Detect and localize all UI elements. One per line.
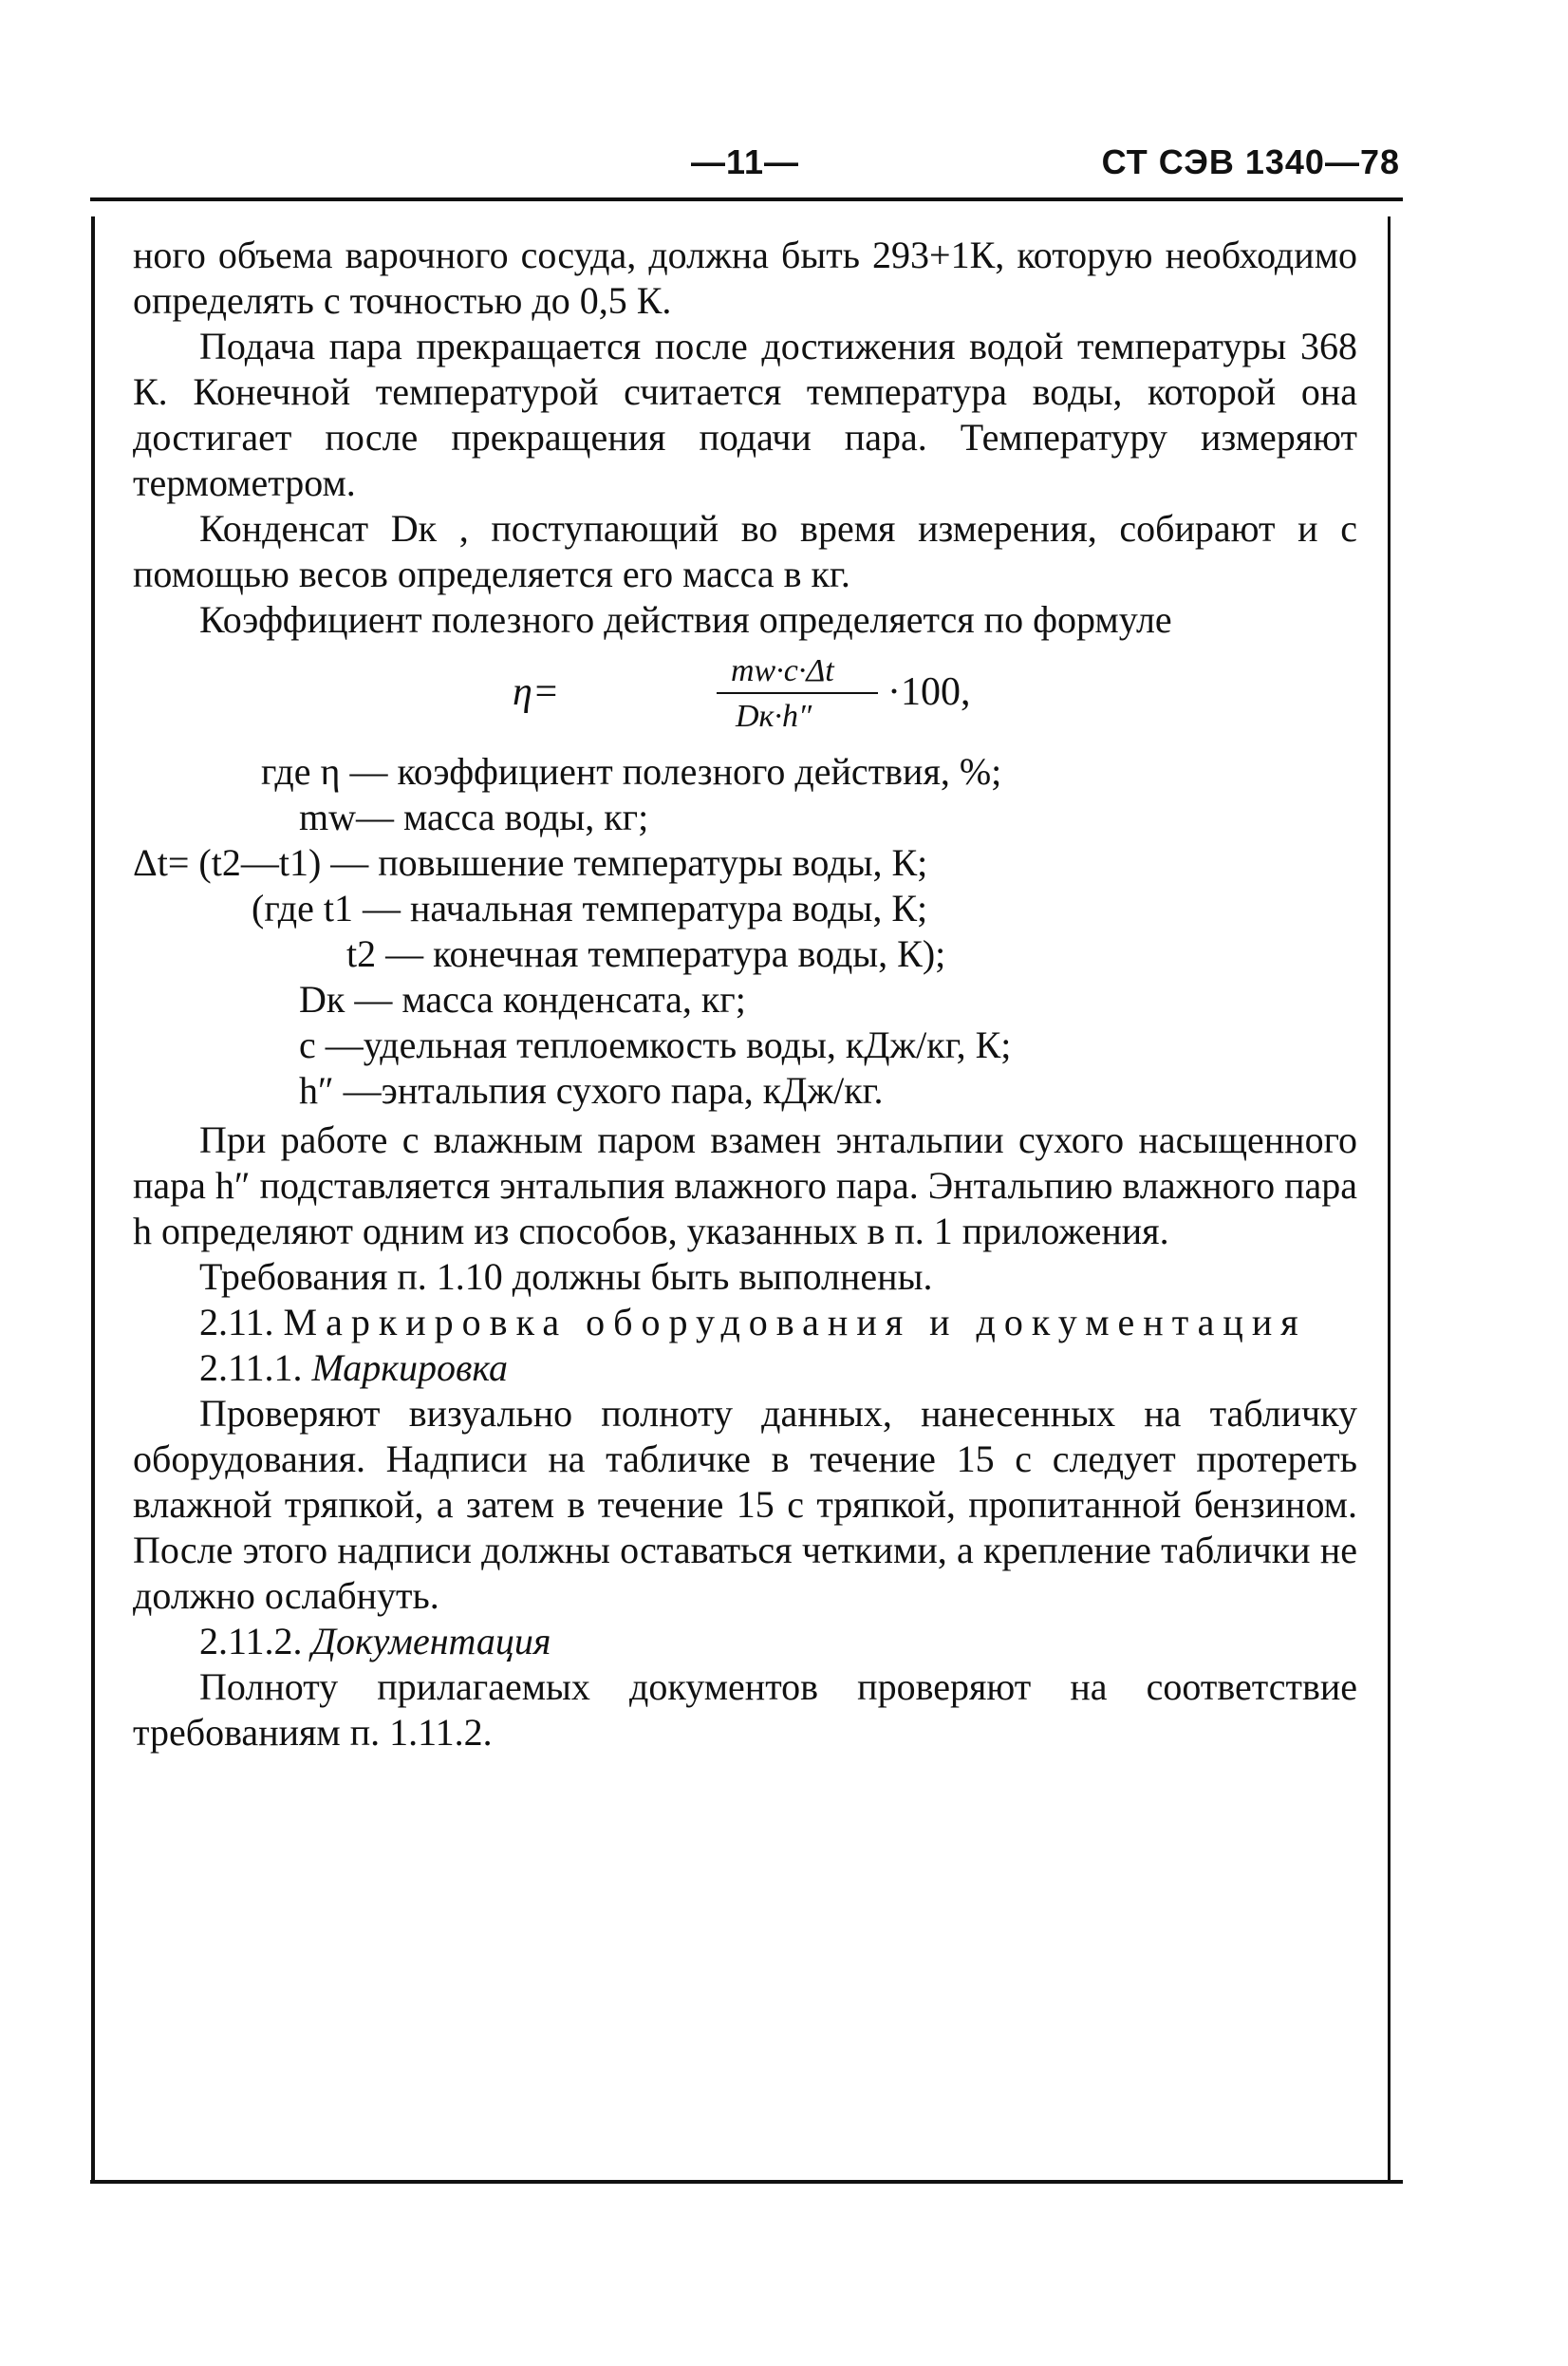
definition-c: c —удельная теплоемкость воды, кДж/кг, К; bbox=[299, 1023, 1012, 1066]
section-2-11-1-heading bbox=[133, 1345, 1357, 1391]
section-2-11-heading bbox=[133, 1300, 1357, 1345]
page-body bbox=[133, 233, 1357, 1756]
efficiency-formula bbox=[133, 648, 1357, 742]
section-2-11-1-number: 2.11.1. bbox=[199, 1346, 303, 1389]
paragraph-continuation: ного объема варочного сосуда, должна быть 293+1К, которую необходимо определять с точностью до 0,5 К. bbox=[133, 234, 1357, 322]
definition-t1: (где t1 — начальная температура воды, К; bbox=[252, 887, 928, 930]
paragraph-documentation: Полноту прилагаемых документов проверяют на соответствие требованиям п. 1.11.2. bbox=[133, 1665, 1357, 1754]
definition-mw: mw— масса воды, кг; bbox=[299, 796, 649, 838]
frame-top-rule bbox=[90, 197, 1403, 201]
section-2-11-2-heading bbox=[133, 1619, 1357, 1664]
symbol-definitions bbox=[133, 749, 1357, 1114]
section-2-11-1-title: Маркировка bbox=[311, 1346, 509, 1389]
definition-t2: t2 — конечная температура воды, К); bbox=[346, 932, 946, 975]
paragraph-efficiency-intro: Коэффициент полезного действия определяется по формуле bbox=[199, 598, 1172, 641]
page-header bbox=[90, 142, 1400, 190]
definition-h: h″ —энтальпия сухого пара, кДж/кг. bbox=[299, 1069, 884, 1112]
formula-tail: ·100, bbox=[887, 670, 971, 714]
formula-numerator: mw·c·Δt bbox=[731, 653, 834, 688]
formula-lhs: η= bbox=[513, 670, 560, 714]
frame-right-rule bbox=[1388, 216, 1391, 2180]
frame-bottom-rule bbox=[90, 2180, 1403, 2184]
definition-delta-t: Δt= (t2—t1) — повышение температуры воды, К; bbox=[133, 841, 928, 884]
paragraph-steam-supply: Подача пара прекращается после достижения водой температуры 368 К. Конечной температурой считается температура воды, которой она достигает после прекращения подачи пара. Температуру измеряют термометром. bbox=[133, 325, 1357, 504]
paragraph-condensate: Конденсат Dк , поступающий во время измерения, собирают и с помощью весов определяется его масса в кг. bbox=[133, 507, 1357, 595]
paragraph-requirements: Требования п. 1.10 должны быть выполнены. bbox=[199, 1255, 933, 1298]
formula-denominator: Dк·h″ bbox=[736, 699, 812, 734]
section-2-11-title: Маркировка оборудования и документация bbox=[283, 1301, 1307, 1343]
paragraph-marking: Проверяют визуально полноту данных, нанесенных на табличку оборудования. Надписи на табличке в течение 15 с следует протереть влажной тряпкой, а затем в течение 15 с тряпкой, пропитанной бензином. После этого надписи должны оставаться четкими, а крепление таблички не должно ослабнуть. bbox=[133, 1392, 1357, 1617]
page-number: —11— bbox=[690, 142, 800, 181]
section-2-11-2-title: Документация bbox=[311, 1620, 551, 1662]
section-2-11-2-number: 2.11.2. bbox=[199, 1620, 303, 1662]
frame-left-rule bbox=[91, 216, 95, 2180]
section-2-11-number: 2.11. bbox=[199, 1301, 274, 1343]
standard-code: СТ СЭВ 1340—78 bbox=[1101, 142, 1400, 181]
definition-dk: Dк — масса конденсата, кг; bbox=[299, 978, 746, 1021]
definition-eta: где η — коэффициент полезного действия, %; bbox=[261, 750, 1002, 793]
paragraph-wet-steam: При работе с влажным паром взамен энтальпии сухого насыщенного пара h″ подставляется энтальпия влажного пара. Энтальпию влажного пара h определяют одним из способов, указанных в п. 1 приложения. bbox=[133, 1118, 1357, 1252]
